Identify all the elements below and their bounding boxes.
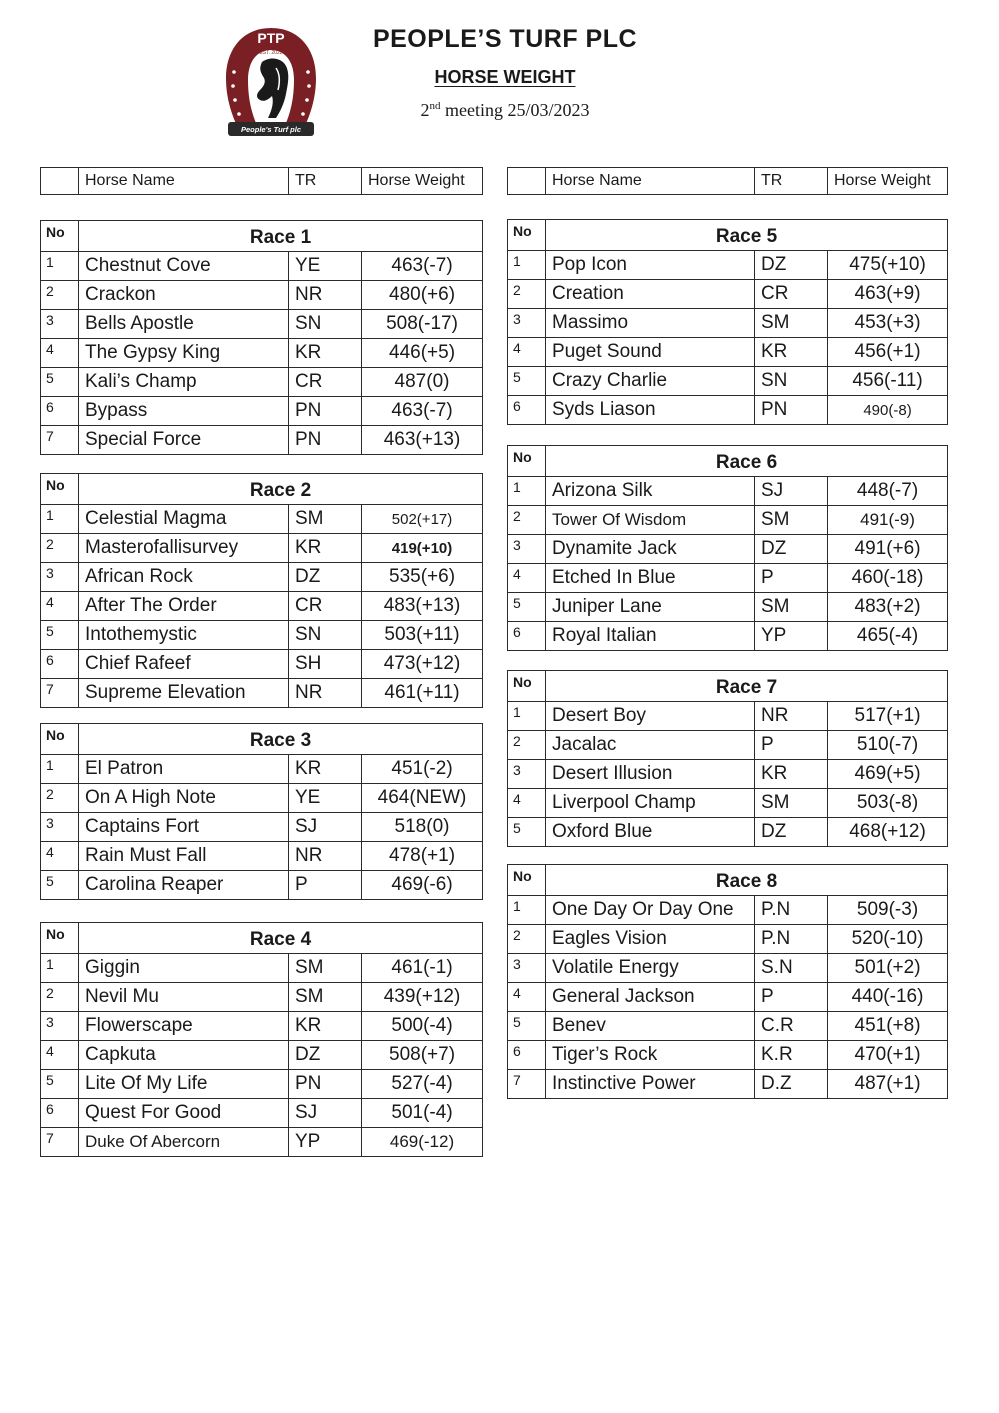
horse-name: Carolina Reaper bbox=[79, 871, 289, 900]
race-table bbox=[40, 473, 483, 708]
runner-number: 7 bbox=[508, 1070, 546, 1099]
horse-name: Eagles Vision bbox=[546, 925, 755, 954]
meeting-suffix: nd bbox=[429, 100, 441, 112]
table-row bbox=[508, 367, 948, 396]
table-row bbox=[508, 1012, 948, 1041]
table-row bbox=[41, 534, 483, 563]
table-row bbox=[508, 731, 948, 760]
table-row bbox=[41, 679, 483, 708]
runner-number: 2 bbox=[508, 731, 546, 760]
horse-weight: 480(+6) bbox=[362, 281, 483, 310]
trainer-code: YP bbox=[755, 622, 828, 651]
horse-name: The Gypsy King bbox=[79, 339, 289, 368]
table-row bbox=[508, 564, 948, 593]
horse-name: Instinctive Power bbox=[546, 1070, 755, 1099]
table-row bbox=[41, 310, 483, 339]
horse-weight: 475(+10) bbox=[828, 251, 948, 280]
table-row bbox=[508, 954, 948, 983]
horse-name: Flowerscape bbox=[79, 1012, 289, 1041]
horse-weight: 463(+9) bbox=[828, 280, 948, 309]
horse-name: Capkuta bbox=[79, 1041, 289, 1070]
logo-banner-text: People's Turf plc bbox=[241, 125, 301, 134]
horse-name: Bypass bbox=[79, 397, 289, 426]
trainer-code: PN bbox=[289, 1070, 362, 1099]
horse-weight: 461(+11) bbox=[362, 679, 483, 708]
horse-weight: 451(+8) bbox=[828, 1012, 948, 1041]
runner-number: 1 bbox=[41, 954, 79, 983]
horse-name: Volatile Energy bbox=[546, 954, 755, 983]
table-row bbox=[508, 818, 948, 847]
runner-number: 2 bbox=[508, 925, 546, 954]
table-row bbox=[508, 280, 948, 309]
horse-name: Benev bbox=[546, 1012, 755, 1041]
runner-number: 7 bbox=[41, 679, 79, 708]
trainer-code: SM bbox=[289, 505, 362, 534]
runner-number: 1 bbox=[41, 505, 79, 534]
horse-name: Chestnut Cove bbox=[79, 252, 289, 281]
runner-number: 1 bbox=[508, 896, 546, 925]
meeting-info bbox=[300, 100, 710, 121]
runner-number: 4 bbox=[508, 338, 546, 367]
runner-number: 3 bbox=[41, 813, 79, 842]
trainer-code: SM bbox=[755, 506, 828, 535]
horse-name: African Rock bbox=[79, 563, 289, 592]
table-row bbox=[41, 426, 483, 455]
table-row bbox=[508, 983, 948, 1012]
horse-weight: 470(+1) bbox=[828, 1041, 948, 1070]
horse-name: Crazy Charlie bbox=[546, 367, 755, 396]
runner-number: 5 bbox=[508, 1012, 546, 1041]
table-row bbox=[41, 1128, 483, 1157]
trainer-code: SJ bbox=[755, 477, 828, 506]
runner-number: 3 bbox=[41, 310, 79, 339]
runner-number: 5 bbox=[508, 818, 546, 847]
horse-name: Special Force bbox=[79, 426, 289, 455]
horse-name: Desert Boy bbox=[546, 702, 755, 731]
horse-weight: 456(+1) bbox=[828, 338, 948, 367]
trainer-code: NR bbox=[289, 281, 362, 310]
runner-number: 4 bbox=[508, 564, 546, 593]
race-title: Race 5 bbox=[546, 220, 948, 251]
table-row bbox=[508, 477, 948, 506]
horse-name: Rain Must Fall bbox=[79, 842, 289, 871]
race-no-header: No bbox=[508, 220, 546, 251]
horse-weight: 465(-4) bbox=[828, 622, 948, 651]
horse-weight: 473(+12) bbox=[362, 650, 483, 679]
trainer-code: C.R bbox=[755, 1012, 828, 1041]
table-row bbox=[41, 397, 483, 426]
race-no-header: No bbox=[41, 724, 79, 755]
horse-name: Giggin bbox=[79, 954, 289, 983]
horse-name: Oxford Blue bbox=[546, 818, 755, 847]
header-tr: TR bbox=[289, 168, 362, 195]
horse-weight: 468(+12) bbox=[828, 818, 948, 847]
trainer-code: KR bbox=[755, 338, 828, 367]
runner-number: 3 bbox=[508, 954, 546, 983]
runner-number: 6 bbox=[508, 1041, 546, 1070]
trainer-code: SJ bbox=[289, 1099, 362, 1128]
meeting-ordinal: 2 bbox=[420, 100, 430, 120]
runner-number: 4 bbox=[41, 842, 79, 871]
horse-name: Nevil Mu bbox=[79, 983, 289, 1012]
horse-weight: 520(-10) bbox=[828, 925, 948, 954]
header-horse-name: Horse Name bbox=[79, 168, 289, 195]
horse-name: Creation bbox=[546, 280, 755, 309]
trainer-code: YE bbox=[289, 252, 362, 281]
trainer-code: CR bbox=[755, 280, 828, 309]
table-row bbox=[508, 702, 948, 731]
table-row bbox=[41, 252, 483, 281]
column-header-right bbox=[507, 167, 948, 195]
horse-weight: 448(-7) bbox=[828, 477, 948, 506]
horse-weight: 491(-9) bbox=[828, 506, 948, 535]
table-row bbox=[508, 622, 948, 651]
table-row bbox=[41, 339, 483, 368]
trainer-code: P bbox=[755, 731, 828, 760]
table-row bbox=[41, 1041, 483, 1070]
race-no-header: No bbox=[41, 474, 79, 505]
runner-number: 3 bbox=[508, 309, 546, 338]
runner-number: 4 bbox=[508, 983, 546, 1012]
runner-number: 1 bbox=[508, 477, 546, 506]
runner-number: 6 bbox=[508, 622, 546, 651]
table-row bbox=[41, 784, 483, 813]
runner-number: 5 bbox=[41, 621, 79, 650]
horse-weight: 535(+6) bbox=[362, 563, 483, 592]
table-row bbox=[41, 563, 483, 592]
runner-number: 6 bbox=[41, 397, 79, 426]
race-title: Race 7 bbox=[546, 671, 948, 702]
horse-weight: 483(+2) bbox=[828, 593, 948, 622]
runner-number: 3 bbox=[41, 563, 79, 592]
race-no-header: No bbox=[508, 671, 546, 702]
runner-number: 3 bbox=[508, 535, 546, 564]
table-row bbox=[41, 813, 483, 842]
table-row bbox=[508, 925, 948, 954]
horse-name: El Patron bbox=[79, 755, 289, 784]
trainer-code: SN bbox=[289, 310, 362, 339]
horse-weight: 456(-11) bbox=[828, 367, 948, 396]
horse-name: Liverpool Champ bbox=[546, 789, 755, 818]
runner-number: 5 bbox=[508, 593, 546, 622]
trainer-code: NR bbox=[755, 702, 828, 731]
trainer-code: P bbox=[755, 564, 828, 593]
horse-weight: 501(+2) bbox=[828, 954, 948, 983]
horse-name: Tower Of Wisdom bbox=[546, 506, 755, 535]
race-title: Race 2 bbox=[79, 474, 483, 505]
runner-number: 4 bbox=[41, 1041, 79, 1070]
trainer-code: DZ bbox=[755, 251, 828, 280]
trainer-code: KR bbox=[289, 1012, 362, 1041]
horse-weight: 503(+11) bbox=[362, 621, 483, 650]
trainer-code: P bbox=[755, 983, 828, 1012]
horse-weight: 419(+10) bbox=[362, 534, 483, 563]
trainer-code: P.N bbox=[755, 896, 828, 925]
horse-weight: 502(+17) bbox=[362, 505, 483, 534]
horse-weight: 469(-6) bbox=[362, 871, 483, 900]
trainer-code: NR bbox=[289, 842, 362, 871]
header-tr: TR bbox=[755, 168, 828, 195]
trainer-code: KR bbox=[289, 755, 362, 784]
horse-weight: 503(-8) bbox=[828, 789, 948, 818]
runner-number: 2 bbox=[41, 534, 79, 563]
horse-weight: 478(+1) bbox=[362, 842, 483, 871]
trainer-code: SM bbox=[289, 954, 362, 983]
runner-number: 1 bbox=[41, 755, 79, 784]
table-row bbox=[508, 396, 948, 425]
table-row bbox=[508, 1041, 948, 1070]
race-title: Race 8 bbox=[546, 865, 948, 896]
race-title: Race 3 bbox=[79, 724, 483, 755]
horse-name: Massimo bbox=[546, 309, 755, 338]
trainer-code: K.R bbox=[755, 1041, 828, 1070]
horse-weight: 510(-7) bbox=[828, 731, 948, 760]
horse-name: Bells Apostle bbox=[79, 310, 289, 339]
document-title-text: HORSE WEIGHT bbox=[434, 67, 576, 87]
horse-name: Duke Of Abercorn bbox=[79, 1128, 289, 1157]
horse-weight: 509(-3) bbox=[828, 896, 948, 925]
horse-name: Pop Icon bbox=[546, 251, 755, 280]
race-no-header: No bbox=[41, 221, 79, 252]
runner-number: 5 bbox=[41, 368, 79, 397]
horse-name: After The Order bbox=[79, 592, 289, 621]
trainer-code: SJ bbox=[289, 813, 362, 842]
table-row bbox=[41, 281, 483, 310]
trainer-code: KR bbox=[289, 339, 362, 368]
horse-weight: 490(-8) bbox=[828, 396, 948, 425]
table-row bbox=[41, 842, 483, 871]
race-table bbox=[40, 220, 483, 455]
header-horse-name: Horse Name bbox=[546, 168, 755, 195]
table-row bbox=[41, 650, 483, 679]
runner-number: 1 bbox=[508, 251, 546, 280]
table-row bbox=[41, 621, 483, 650]
runner-number: 6 bbox=[41, 1099, 79, 1128]
horse-name: General Jackson bbox=[546, 983, 755, 1012]
horse-weight: 446(+5) bbox=[362, 339, 483, 368]
table-row bbox=[508, 896, 948, 925]
trainer-code: SM bbox=[755, 309, 828, 338]
table-row bbox=[41, 954, 483, 983]
table-row bbox=[508, 535, 948, 564]
runner-number: 2 bbox=[508, 506, 546, 535]
race-title: Race 6 bbox=[546, 446, 948, 477]
horse-weight: 460(-18) bbox=[828, 564, 948, 593]
logo-est: EST. 2022 bbox=[259, 50, 283, 56]
trainer-code: PN bbox=[289, 397, 362, 426]
horse-weight: 463(-7) bbox=[362, 397, 483, 426]
trainer-code: NR bbox=[289, 679, 362, 708]
race-table bbox=[40, 922, 483, 1157]
horse-name: One Day Or Day One bbox=[546, 896, 755, 925]
horse-weight: 500(-4) bbox=[362, 1012, 483, 1041]
table-row bbox=[508, 506, 948, 535]
trainer-code: SM bbox=[755, 789, 828, 818]
race-title: Race 4 bbox=[79, 923, 483, 954]
table-row bbox=[508, 593, 948, 622]
trainer-code: SH bbox=[289, 650, 362, 679]
horse-name: Arizona Silk bbox=[546, 477, 755, 506]
trainer-code: DZ bbox=[289, 563, 362, 592]
header-horse-weight: Horse Weight bbox=[362, 168, 483, 195]
meeting-date: meeting 25/03/2023 bbox=[440, 100, 590, 120]
runner-number: 5 bbox=[508, 367, 546, 396]
race-table bbox=[507, 864, 948, 1099]
horse-weight: 508(+7) bbox=[362, 1041, 483, 1070]
table-row bbox=[508, 1070, 948, 1099]
horse-weight: 469(-12) bbox=[362, 1128, 483, 1157]
horse-weight: 469(+5) bbox=[828, 760, 948, 789]
horse-weight: 463(-7) bbox=[362, 252, 483, 281]
horse-weight: 463(+13) bbox=[362, 426, 483, 455]
race-table bbox=[40, 723, 483, 900]
trainer-code: CR bbox=[289, 368, 362, 397]
horse-weight: 487(+1) bbox=[828, 1070, 948, 1099]
horse-name: On A High Note bbox=[79, 784, 289, 813]
horse-weight: 461(-1) bbox=[362, 954, 483, 983]
trainer-code: P.N bbox=[755, 925, 828, 954]
race-table bbox=[507, 219, 948, 425]
runner-number: 6 bbox=[41, 650, 79, 679]
trainer-code: PN bbox=[755, 396, 828, 425]
horse-name: Dynamite Jack bbox=[546, 535, 755, 564]
horse-name: Puget Sound bbox=[546, 338, 755, 367]
trainer-code: KR bbox=[755, 760, 828, 789]
table-row bbox=[41, 1099, 483, 1128]
horse-weight: 483(+13) bbox=[362, 592, 483, 621]
column-header-left bbox=[40, 167, 483, 195]
runner-number: 2 bbox=[41, 983, 79, 1012]
horse-name: Tiger’s Rock bbox=[546, 1041, 755, 1070]
horse-name: Celestial Magma bbox=[79, 505, 289, 534]
runner-number: 7 bbox=[41, 426, 79, 455]
horse-name: Captains Fort bbox=[79, 813, 289, 842]
horse-weight: 439(+12) bbox=[362, 983, 483, 1012]
table-row bbox=[508, 338, 948, 367]
horse-name: Quest For Good bbox=[79, 1099, 289, 1128]
table-row bbox=[41, 505, 483, 534]
table-row bbox=[41, 755, 483, 784]
trainer-code: SN bbox=[755, 367, 828, 396]
table-row bbox=[41, 1070, 483, 1099]
header-horse-weight: Horse Weight bbox=[828, 168, 948, 195]
runner-number: 2 bbox=[508, 280, 546, 309]
horse-name: Crackon bbox=[79, 281, 289, 310]
table-row bbox=[508, 251, 948, 280]
horse-name: Juniper Lane bbox=[546, 593, 755, 622]
horse-name: Chief Rafeef bbox=[79, 650, 289, 679]
runner-number: 5 bbox=[41, 871, 79, 900]
header-blank-cell bbox=[41, 168, 79, 195]
runner-number: 4 bbox=[508, 789, 546, 818]
race-no-header: No bbox=[508, 446, 546, 477]
logo-initials: PTP bbox=[257, 30, 285, 46]
trainer-code: SN bbox=[289, 621, 362, 650]
horse-name: Syds Liason bbox=[546, 396, 755, 425]
table-row bbox=[41, 1012, 483, 1041]
trainer-code: PN bbox=[289, 426, 362, 455]
horse-name: Intothemystic bbox=[79, 621, 289, 650]
horse-name: Desert Illusion bbox=[546, 760, 755, 789]
horse-name: Lite Of My Life bbox=[79, 1070, 289, 1099]
race-title: Race 1 bbox=[79, 221, 483, 252]
table-row bbox=[41, 871, 483, 900]
trainer-code: YE bbox=[289, 784, 362, 813]
trainer-code: SM bbox=[755, 593, 828, 622]
trainer-code: D.Z bbox=[755, 1070, 828, 1099]
race-no-header: No bbox=[508, 865, 546, 896]
horse-weight: 508(-17) bbox=[362, 310, 483, 339]
horse-weight: 451(-2) bbox=[362, 755, 483, 784]
runner-number: 2 bbox=[41, 281, 79, 310]
horse-head-icon bbox=[257, 59, 288, 118]
horse-weight: 440(-16) bbox=[828, 983, 948, 1012]
trainer-code: CR bbox=[289, 592, 362, 621]
trainer-code: P bbox=[289, 871, 362, 900]
document-title bbox=[300, 67, 710, 88]
horse-weight: 487(0) bbox=[362, 368, 483, 397]
horse-name: Supreme Elevation bbox=[79, 679, 289, 708]
trainer-code: YP bbox=[289, 1128, 362, 1157]
runner-number: 2 bbox=[41, 784, 79, 813]
horse-weight: 527(-4) bbox=[362, 1070, 483, 1099]
table-row bbox=[508, 309, 948, 338]
horse-weight: 517(+1) bbox=[828, 702, 948, 731]
table-row bbox=[41, 592, 483, 621]
runner-number: 1 bbox=[508, 702, 546, 731]
race-no-header: No bbox=[41, 923, 79, 954]
runner-number: 1 bbox=[41, 252, 79, 281]
table-row bbox=[41, 368, 483, 397]
trainer-code: DZ bbox=[755, 818, 828, 847]
horse-weight: 453(+3) bbox=[828, 309, 948, 338]
trainer-code: DZ bbox=[755, 535, 828, 564]
trainer-code: SM bbox=[289, 983, 362, 1012]
horse-name: Royal Italian bbox=[546, 622, 755, 651]
trainer-code: S.N bbox=[755, 954, 828, 983]
horse-name: Jacalac bbox=[546, 731, 755, 760]
company-name: PEOPLE’S TURF PLC bbox=[372, 25, 638, 53]
runner-number: 7 bbox=[41, 1128, 79, 1157]
table-row bbox=[41, 983, 483, 1012]
trainer-code: KR bbox=[289, 534, 362, 563]
horse-name: Kali’s Champ bbox=[79, 368, 289, 397]
race-table bbox=[507, 445, 948, 651]
header-blank-cell bbox=[508, 168, 546, 195]
runner-number: 3 bbox=[508, 760, 546, 789]
horse-weight: 464(NEW) bbox=[362, 784, 483, 813]
runner-number: 5 bbox=[41, 1070, 79, 1099]
trainer-code: DZ bbox=[289, 1041, 362, 1070]
race-table bbox=[507, 670, 948, 847]
runner-number: 3 bbox=[41, 1012, 79, 1041]
horse-name: Masterofallisurvey bbox=[79, 534, 289, 563]
horse-weight: 491(+6) bbox=[828, 535, 948, 564]
horse-weight: 501(-4) bbox=[362, 1099, 483, 1128]
horse-name: Etched In Blue bbox=[546, 564, 755, 593]
runner-number: 4 bbox=[41, 339, 79, 368]
runner-number: 6 bbox=[508, 396, 546, 425]
horse-weight: 518(0) bbox=[362, 813, 483, 842]
table-row bbox=[508, 789, 948, 818]
runner-number: 4 bbox=[41, 592, 79, 621]
table-row bbox=[508, 760, 948, 789]
